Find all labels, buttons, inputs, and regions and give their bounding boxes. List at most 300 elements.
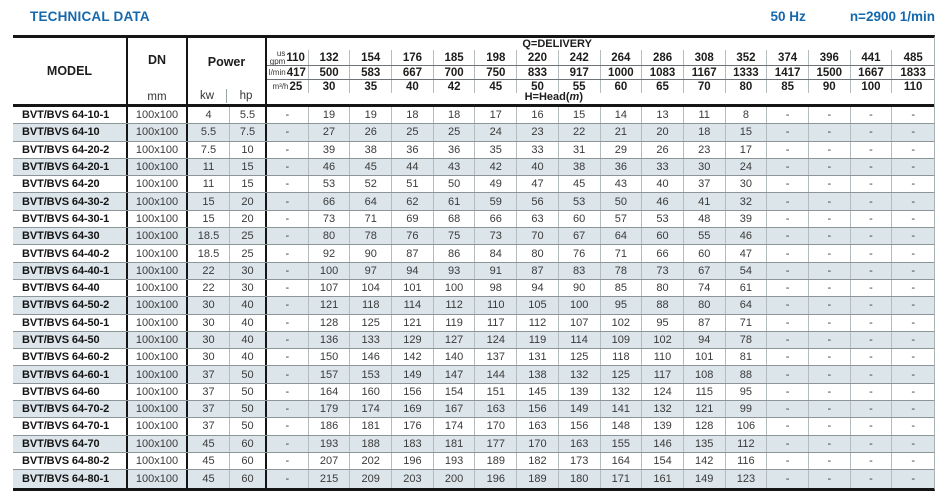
m3h-value-cell: 70 <box>684 80 726 93</box>
head-value-cell: 80 <box>684 297 726 313</box>
m3h-value-cell: m³/h 25 <box>267 80 309 93</box>
head-value-cell: - <box>851 436 893 452</box>
frequency-label: 50 Hz <box>770 9 806 24</box>
kw-cell: 30 <box>188 297 230 313</box>
model-cell: BVT/BVS 64-70 <box>13 436 128 452</box>
head-value-cell: - <box>809 315 851 331</box>
head-value-cell: 119 <box>434 315 476 331</box>
gpm-value-cell: 308 <box>684 50 726 65</box>
head-value-cell: 90 <box>350 245 392 261</box>
head-value-cell: - <box>767 193 809 209</box>
head-value-cell: 182 <box>517 453 559 469</box>
head-value-cell: 105 <box>517 297 559 313</box>
head-value-cell: 87 <box>684 315 726 331</box>
kw-cell: 30 <box>188 315 230 331</box>
hp-cell: 20 <box>230 211 267 227</box>
head-value-cell: 73 <box>642 263 684 279</box>
power-subheader <box>188 87 265 104</box>
head-value-cell: 92 <box>309 245 351 261</box>
head-value-cell: 121 <box>684 401 726 417</box>
head-value-cell: 183 <box>392 436 434 452</box>
head-label: H=Head(m) <box>524 91 583 103</box>
dn-cell: 100x100 <box>128 315 188 331</box>
head-value-cell: - <box>267 384 309 400</box>
head-value-cell: 32 <box>726 193 768 209</box>
head-value-cell: 53 <box>559 193 601 209</box>
m3h-header-row <box>267 80 934 93</box>
gpm-value-cell: 176 <box>392 50 434 65</box>
head-value-cell: 33 <box>517 142 559 158</box>
lmin-value-cell: 667 <box>392 66 434 79</box>
m3h-value-cell: 55 <box>559 80 601 93</box>
head-value-cell: - <box>911 109 915 122</box>
dn-cell: 100x100 <box>128 332 188 348</box>
table-row <box>13 453 934 470</box>
dn-cell: 100x100 <box>128 280 188 296</box>
head-value-cell: - <box>267 124 309 140</box>
kw-cell: 18.5 <box>188 228 230 244</box>
head-value-cell: 60 <box>559 211 601 227</box>
head-value-cell: - <box>809 436 851 452</box>
head-value-cell: 95 <box>642 315 684 331</box>
m3h-value-cell: 50 <box>517 80 559 93</box>
head-value-cell: 56 <box>517 193 559 209</box>
head-value-cell: 73 <box>475 228 517 244</box>
model-cell: BVT/BVS 64-20-1 <box>13 159 128 175</box>
head-value-cell: - <box>767 228 809 244</box>
head-value-cell: - <box>767 384 809 400</box>
head-value-cell: 26 <box>350 124 392 140</box>
head-value-cell: - <box>267 436 309 452</box>
dn-header-label: DN <box>147 53 167 67</box>
lmin-value-cell: 917 <box>559 66 601 79</box>
model-cell: BVT/BVS 64-60 <box>13 384 128 400</box>
head-value-cell: 161 <box>642 470 684 487</box>
model-cell: BVT/BVS 64-60-2 <box>13 349 128 365</box>
head-value-cell: - <box>851 263 893 279</box>
head-value-cell: - <box>851 470 893 487</box>
head-value-cell: 107 <box>309 280 351 296</box>
head-value-cell: - <box>851 124 893 140</box>
hp-cell: 15 <box>230 159 267 175</box>
head-value-cell: 47 <box>517 176 559 192</box>
head-value-cell: 155 <box>601 436 643 452</box>
hp-cell: 40 <box>230 332 267 348</box>
hp-cell: 15 <box>230 176 267 192</box>
head-value-cell: 36 <box>434 142 476 158</box>
head-value-cell: - <box>851 297 893 313</box>
head-value-cell: 163 <box>517 418 559 434</box>
gpm-value-cell: 132 <box>309 50 351 65</box>
head-value-cell: 86 <box>434 245 476 261</box>
head-value-cell: - <box>809 453 851 469</box>
head-value-cell: 181 <box>434 436 476 452</box>
hp-cell: 5.5 <box>230 107 267 123</box>
head-value-cell: 93 <box>434 263 476 279</box>
head-value-cell: - <box>809 470 851 487</box>
model-cell: BVT/BVS 64-40-1 <box>13 263 128 279</box>
head-value-cell: 59 <box>475 193 517 209</box>
table-row <box>13 332 934 349</box>
head-value-cell: - <box>267 418 309 434</box>
lmin-value-cell: 1500 <box>809 66 851 79</box>
head-value-cell: 189 <box>475 453 517 469</box>
head-value-cell: 61 <box>434 193 476 209</box>
head-value-cell: 11 <box>684 107 726 123</box>
head-value-cell: - <box>767 418 809 434</box>
head-value-cell: 164 <box>601 453 643 469</box>
head-value-cell: 146 <box>642 436 684 452</box>
head-value-cell: 30 <box>726 176 768 192</box>
head-value-cell: - <box>809 245 851 261</box>
dn-cell: 100x100 <box>128 211 188 227</box>
m3h-value-cell: 35 <box>350 80 392 93</box>
head-value-cell: 54 <box>726 263 768 279</box>
head-value-cell: 17 <box>475 107 517 123</box>
model-cell: BVT/BVS 64-30-2 <box>13 193 128 209</box>
head-value-cell: - <box>911 472 915 485</box>
dn-column-header <box>128 38 188 104</box>
head-value-cell: 71 <box>601 245 643 261</box>
dn-cell: 100x100 <box>128 107 188 123</box>
head-value-cell: - <box>911 282 915 295</box>
head-value-cell: 94 <box>517 280 559 296</box>
head-value-cell: - <box>809 332 851 348</box>
head-value-cell: - <box>767 436 809 452</box>
head-value-cell: 144 <box>475 366 517 382</box>
head-value-cell: 180 <box>559 470 601 487</box>
head-value-cell: 121 <box>392 315 434 331</box>
head-value-cell: - <box>911 420 915 433</box>
head-value-cell: - <box>267 107 309 123</box>
lmin-value-cell: 500 <box>309 66 351 79</box>
head-value-cell: 69 <box>392 211 434 227</box>
m3h-value-cell: 40 <box>392 80 434 93</box>
table-row <box>13 107 934 124</box>
head-value-cell: 18 <box>392 107 434 123</box>
model-cell: BVT/BVS 64-30-1 <box>13 211 128 227</box>
head-value-cell: 53 <box>309 176 351 192</box>
head-value-cell: 13 <box>642 107 684 123</box>
head-value-cell: - <box>809 366 851 382</box>
head-value-cell: 18 <box>434 107 476 123</box>
table-row <box>13 349 934 366</box>
head-value-cell: - <box>911 403 915 416</box>
gpm-value-cell: 185 <box>434 50 476 65</box>
head-value-cell: 140 <box>434 349 476 365</box>
head-value-cell: 88 <box>642 297 684 313</box>
head-value-cell: - <box>851 211 893 227</box>
head-value-cell: 81 <box>726 349 768 365</box>
head-value-cell: 203 <box>392 470 434 487</box>
table-row <box>13 263 934 280</box>
gpm-value-cell: 264 <box>601 50 643 65</box>
head-value-cell: 50 <box>434 176 476 192</box>
head-value-cell: - <box>851 401 893 417</box>
dn-cell: 100x100 <box>128 228 188 244</box>
head-value-cell: 177 <box>475 436 517 452</box>
kw-cell: 45 <box>188 453 230 469</box>
head-value-cell: 33 <box>642 159 684 175</box>
head-value-cell: 186 <box>309 418 351 434</box>
head-value-cell: 42 <box>475 159 517 175</box>
unit-label: us gpm <box>269 50 286 65</box>
head-value-cell: 71 <box>350 211 392 227</box>
head-value-cell: - <box>767 211 809 227</box>
head-value-cell: 70 <box>517 228 559 244</box>
m3h-value-cell: 60 <box>601 80 643 93</box>
head-value-cell: 179 <box>309 401 351 417</box>
head-value-cell: 170 <box>517 436 559 452</box>
head-value-cell: 95 <box>726 384 768 400</box>
head-value-cell: 131 <box>517 349 559 365</box>
hp-cell: 30 <box>230 263 267 279</box>
head-value-cell: 44 <box>392 159 434 175</box>
model-cell: BVT/BVS 64-70-1 <box>13 418 128 434</box>
head-value-cell: - <box>767 280 809 296</box>
head-value-cell: 26 <box>642 142 684 158</box>
head-value-cell: 116 <box>726 453 768 469</box>
m3h-value-cell: 90 <box>809 80 851 93</box>
head-value-cell: - <box>911 299 915 312</box>
head-value-cell: 169 <box>392 401 434 417</box>
table-row <box>13 193 934 210</box>
head-value-cell: 19 <box>350 107 392 123</box>
head-value-cell: 78 <box>726 332 768 348</box>
head-value-cell: 31 <box>559 142 601 158</box>
head-value-cell: - <box>851 280 893 296</box>
head-value-cell: - <box>267 470 309 487</box>
gpm-value-cell: 374 <box>767 50 809 65</box>
head-value-cell: 23 <box>684 142 726 158</box>
lmin-value-cell: 1000 <box>601 66 643 79</box>
head-value-cell: - <box>809 401 851 417</box>
head-value-cell: 132 <box>559 366 601 382</box>
kw-cell: 22 <box>188 263 230 279</box>
table-row <box>13 401 934 418</box>
hp-cell: 60 <box>230 436 267 452</box>
head-value-cell: 80 <box>642 280 684 296</box>
head-value-cell: 141 <box>601 401 643 417</box>
head-value-cell: 67 <box>684 263 726 279</box>
head-value-cell: 39 <box>309 142 351 158</box>
dn-cell: 100x100 <box>128 384 188 400</box>
head-value-cell: 160 <box>350 384 392 400</box>
lmin-value-cell: 1667 <box>851 66 893 79</box>
model-cell: BVT/BVS 64-10 <box>13 124 128 140</box>
head-value-cell: - <box>809 176 851 192</box>
gpm-value-cell: 154 <box>350 50 392 65</box>
delivery-header <box>267 38 934 104</box>
dn-cell: 100x100 <box>128 245 188 261</box>
head-value-cell: - <box>767 142 809 158</box>
head-value-cell: - <box>911 437 915 450</box>
head-value-cell: 181 <box>350 418 392 434</box>
table-row <box>13 228 934 245</box>
unit-label: m³/h <box>272 81 289 91</box>
head-value-cell: 157 <box>309 366 351 382</box>
head-value-cell: 94 <box>392 263 434 279</box>
head-value-cell: 95 <box>601 297 643 313</box>
head-value-cell: 76 <box>559 245 601 261</box>
dn-cell: 100x100 <box>128 159 188 175</box>
head-value-cell: 142 <box>392 349 434 365</box>
head-value-cell: 25 <box>392 124 434 140</box>
head-value-cell: - <box>911 264 915 277</box>
head-value-cell: - <box>767 159 809 175</box>
dn-cell: 100x100 <box>128 124 188 140</box>
head-value-cell: 164 <box>309 384 351 400</box>
hp-cell: 50 <box>230 401 267 417</box>
head-value-cell: 156 <box>559 418 601 434</box>
head-value-cell: - <box>267 349 309 365</box>
hp-cell: 25 <box>230 228 267 244</box>
head-value-cell: - <box>851 245 893 261</box>
head-value-cell: - <box>911 230 915 243</box>
kw-cell: 22 <box>188 280 230 296</box>
kw-cell: 37 <box>188 366 230 382</box>
model-cell: BVT/BVS 64-50 <box>13 332 128 348</box>
head-value-cell: 117 <box>475 315 517 331</box>
head-value-cell: - <box>767 349 809 365</box>
head-value-cell: - <box>851 228 893 244</box>
head-value-cell: 84 <box>475 245 517 261</box>
speed-label: n=2900 1/min <box>849 9 935 24</box>
m3h-value-cell: 85 <box>767 80 809 93</box>
head-value-cell: 35 <box>475 142 517 158</box>
head-value-cell: 146 <box>350 349 392 365</box>
head-value-cell: - <box>267 211 309 227</box>
head-value-cell: 132 <box>601 384 643 400</box>
head-value-cell: - <box>851 384 893 400</box>
table-row <box>13 245 934 262</box>
head-value-cell: - <box>911 143 915 156</box>
head-value-cell: 45 <box>559 176 601 192</box>
model-column-header <box>13 38 128 104</box>
head-value-cell: - <box>851 366 893 382</box>
head-value-cell: 142 <box>684 453 726 469</box>
head-value-cell: 64 <box>350 193 392 209</box>
head-value-cell: 193 <box>309 436 351 452</box>
head-value-cell: 110 <box>642 349 684 365</box>
hp-unit-label: hp <box>239 89 253 102</box>
head-value-cell: 50 <box>601 193 643 209</box>
head-value-cell: 100 <box>434 280 476 296</box>
lmin-header-row <box>267 66 934 80</box>
head-value-cell: 135 <box>684 436 726 452</box>
hp-cell: 50 <box>230 384 267 400</box>
head-value-cell: - <box>851 453 893 469</box>
head-value-cell: - <box>809 280 851 296</box>
head-value-cell: 128 <box>684 418 726 434</box>
head-value-cell: 189 <box>517 470 559 487</box>
head-value-cell: 38 <box>559 159 601 175</box>
dn-cell: 100x100 <box>128 297 188 313</box>
head-value-cell: 124 <box>475 332 517 348</box>
head-value-cell: 15 <box>559 107 601 123</box>
head-value-cell: - <box>911 351 915 364</box>
head-value-cell: 114 <box>559 332 601 348</box>
gpm-value-cell: 286 <box>642 50 684 65</box>
head-value-cell: - <box>851 107 893 123</box>
head-value-cell: 37 <box>684 176 726 192</box>
head-value-cell: 174 <box>350 401 392 417</box>
top-bar <box>0 0 943 35</box>
head-value-cell: 91 <box>475 263 517 279</box>
head-value-cell: 133 <box>350 332 392 348</box>
table-row <box>13 418 934 435</box>
head-value-cell: 78 <box>601 263 643 279</box>
head-value-cell: - <box>767 453 809 469</box>
head-value-cell: - <box>267 315 309 331</box>
model-header-label: MODEL <box>46 64 93 78</box>
head-value-cell: 22 <box>559 124 601 140</box>
lmin-value-cell: 1417 <box>767 66 809 79</box>
head-value-cell: 21 <box>601 124 643 140</box>
head-value-cell: 18 <box>684 124 726 140</box>
head-value-cell: 94 <box>684 332 726 348</box>
head-value-cell: 40 <box>642 176 684 192</box>
head-value-cell: 137 <box>475 349 517 365</box>
head-value-cell: - <box>767 401 809 417</box>
head-value-cell: - <box>911 316 915 329</box>
head-value-cell: - <box>267 332 309 348</box>
head-value-cell: 124 <box>642 384 684 400</box>
head-value-cell: - <box>767 366 809 382</box>
head-value-cell: - <box>809 263 851 279</box>
head-value-cell: - <box>809 193 851 209</box>
head-value-cell: 85 <box>601 280 643 296</box>
gpm-value-cell: us gpm 110 <box>267 50 309 65</box>
head-value-cell: 43 <box>601 176 643 192</box>
head-value-cell: 151 <box>475 384 517 400</box>
m3h-value-cell: 42 <box>434 80 476 93</box>
gpm-value-cell: 485 <box>903 51 923 64</box>
head-value-cell: - <box>267 453 309 469</box>
head-value-cell: - <box>267 228 309 244</box>
m3h-value-cell: 30 <box>309 80 351 93</box>
head-value-cell: 102 <box>642 332 684 348</box>
hp-cell: 10 <box>230 142 267 158</box>
head-value-cell: 40 <box>517 159 559 175</box>
unit-label: l/min <box>268 67 286 77</box>
head-value-cell: 170 <box>475 418 517 434</box>
table-row <box>13 124 934 141</box>
model-cell: BVT/BVS 64-40 <box>13 280 128 296</box>
head-value-cell: 36 <box>392 142 434 158</box>
head-value-cell: 30 <box>684 159 726 175</box>
kw-cell: 18.5 <box>188 245 230 261</box>
dn-cell: 100x100 <box>128 453 188 469</box>
head-value-cell: 193 <box>434 453 476 469</box>
table-row <box>13 470 934 487</box>
head-value-cell: - <box>911 247 915 260</box>
dn-cell: 100x100 <box>128 263 188 279</box>
head-value-cell: - <box>911 334 915 346</box>
head-value-cell: - <box>767 315 809 331</box>
head-value-cell: 20 <box>642 124 684 140</box>
head-value-cell: 66 <box>309 193 351 209</box>
kw-cell: 7.5 <box>188 142 230 158</box>
head-value-cell: 36 <box>601 159 643 175</box>
head-value-cell: 176 <box>392 418 434 434</box>
gpm-value-cell: 352 <box>726 50 768 65</box>
kw-cell: 37 <box>188 401 230 417</box>
gpm-header-row <box>267 50 934 66</box>
gpm-value-cell: 198 <box>475 50 517 65</box>
head-label-row <box>267 93 934 104</box>
lmin-value-cell: 833 <box>517 66 559 79</box>
